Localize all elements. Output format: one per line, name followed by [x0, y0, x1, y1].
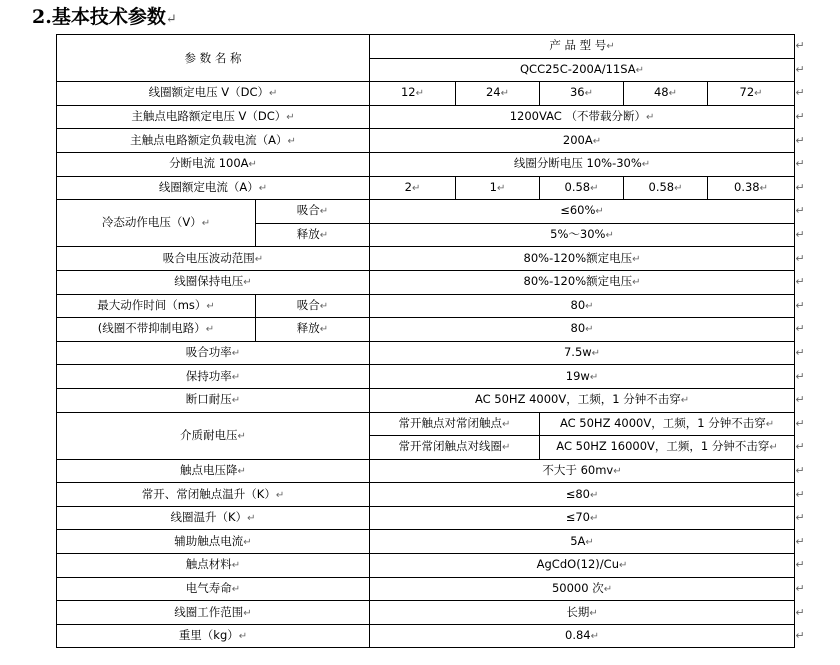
- table-row: [57, 318, 795, 342]
- row-label: 吸合电压波动范围↵: [57, 247, 370, 271]
- cell-value: AC 50HZ 4000V，工频，1 分钟不击穿↵: [540, 412, 795, 436]
- cell-value: 48↵: [624, 82, 708, 106]
- row-end-mark: ↵: [795, 511, 805, 525]
- row-label: 电气寿命↵: [57, 577, 370, 601]
- sub-label: 常开触点对常闭触点↵: [370, 412, 540, 436]
- row-label: 介质耐电压↵: [57, 412, 370, 459]
- table-row: [57, 294, 795, 318]
- row-label: 断口耐压↵: [57, 388, 370, 412]
- table-row: [57, 129, 795, 153]
- sub-label: 释放↵: [256, 318, 370, 342]
- row-end-mark: ↵: [795, 393, 805, 407]
- cell-value: 72↵: [708, 82, 795, 106]
- table-row: [57, 105, 795, 129]
- row-label: 吸合功率↵: [57, 341, 370, 365]
- row-end-mark: ↵: [795, 204, 805, 218]
- cell-value: 0.84↵: [370, 624, 795, 648]
- sub-label: 常开常闭触点对线圈↵: [370, 436, 540, 460]
- model-header: 产 品 型 号↵: [370, 35, 795, 59]
- row-label: 冷态动作电压（V）↵: [57, 200, 256, 247]
- row-label: 线圈工作范围↵: [57, 601, 370, 625]
- cell-value: ≤60%↵: [370, 200, 795, 224]
- sub-label: 吸合↵: [256, 200, 370, 224]
- row-label: 触点电压降↵: [57, 459, 370, 483]
- cell-value: 80%-120%额定电压↵: [370, 247, 795, 271]
- sub-label: 吸合↵: [256, 294, 370, 318]
- spec-table: [56, 34, 795, 648]
- row-label: 保持功率↵: [57, 365, 370, 389]
- cell-value: 19w↵: [370, 365, 795, 389]
- cell-value: 线圈分断电压 10%-30%↵: [370, 152, 795, 176]
- table-row: [57, 388, 795, 412]
- cell-value: 长期↵: [370, 601, 795, 625]
- table-row: [57, 506, 795, 530]
- row-end-mark: ↵: [795, 180, 805, 194]
- cell-value: 36↵: [540, 82, 624, 106]
- row-end-mark: ↵: [795, 416, 805, 430]
- row-end-mark: ↵: [795, 440, 805, 454]
- row-label: (线圈不带抑制电路）↵: [57, 318, 256, 342]
- table-row: [57, 270, 795, 294]
- table-row: [57, 459, 795, 483]
- row-end-mark: ↵: [795, 558, 805, 572]
- row-label: 最大动作时间（ms）↵: [57, 294, 256, 318]
- table-row: [57, 247, 795, 271]
- table-row: [57, 554, 795, 578]
- row-label: 主触点电路额定负载电流（A）↵: [57, 129, 370, 153]
- cell-value: 2↵: [370, 176, 456, 200]
- param-name-header: 参 数 名 称: [57, 35, 370, 82]
- row-end-mark: ↵: [795, 463, 805, 477]
- cell-value: 1↵: [456, 176, 540, 200]
- table-row: [57, 577, 795, 601]
- table-row: [57, 200, 795, 224]
- table-row: [57, 82, 795, 106]
- row-label: 重里（kg）↵: [57, 624, 370, 648]
- cell-value: ≤70↵: [370, 506, 795, 530]
- row-end-mark: ↵: [795, 110, 805, 124]
- row-label: 线圈保持电压↵: [57, 270, 370, 294]
- row-end-mark: ↵: [795, 251, 805, 265]
- row-end-mark: ↵: [795, 298, 805, 312]
- row-end-mark: ↵: [795, 86, 805, 100]
- table-row: [57, 35, 795, 59]
- row-end-mark: ↵: [795, 346, 805, 360]
- row-end-mark: ↵: [795, 228, 805, 242]
- table-row: [57, 341, 795, 365]
- cell-value: 0.58↵: [624, 176, 708, 200]
- cell-value: 不大于 60mv↵: [370, 459, 795, 483]
- row-end-mark: ↵: [795, 369, 805, 383]
- row-end-mark: ↵: [795, 534, 805, 548]
- cell-value: 24↵: [456, 82, 540, 106]
- cell-value: 80↵: [370, 294, 795, 318]
- table-row: [57, 412, 795, 436]
- table-row: [57, 365, 795, 389]
- row-end-mark: ↵: [795, 62, 805, 76]
- row-end-mark: ↵: [795, 39, 805, 53]
- row-label: 辅助触点电流↵: [57, 530, 370, 554]
- cell-value: 12↵: [370, 82, 456, 106]
- row-end-mark: ↵: [795, 133, 805, 147]
- row-end-mark: ↵: [795, 629, 805, 643]
- row-label: 线圈温升（K）↵: [57, 506, 370, 530]
- cell-value: AgCdO(12)/Cu↵: [370, 554, 795, 578]
- cell-value: 5%～30%↵: [370, 223, 795, 247]
- row-label: 线圈额定电压 V（DC）↵: [57, 82, 370, 106]
- table-row: [57, 483, 795, 507]
- cell-value: 0.38↵: [708, 176, 795, 200]
- cell-value: 5A↵: [370, 530, 795, 554]
- cell-value: 50000 次↵: [370, 577, 795, 601]
- table-row: [57, 530, 795, 554]
- section-heading: 2.基本技术参数↵: [32, 6, 177, 28]
- table-row: [57, 152, 795, 176]
- cell-value: 200A↵: [370, 129, 795, 153]
- row-label: 线圈额定电流（A）↵: [57, 176, 370, 200]
- cell-value: AC 50HZ 16000V，工频，1 分钟不击穿↵: [540, 436, 795, 460]
- cell-value: 0.58↵: [540, 176, 624, 200]
- table-row: [57, 601, 795, 625]
- row-end-mark: ↵: [795, 157, 805, 171]
- cell-value: 80%-120%额定电压↵: [370, 270, 795, 294]
- cell-value: ≤80↵: [370, 483, 795, 507]
- row-end-mark: ↵: [795, 605, 805, 619]
- cell-value: 7.5w↵: [370, 341, 795, 365]
- row-end-mark: ↵: [795, 487, 805, 501]
- cell-value: 80↵: [370, 318, 795, 342]
- row-end-mark: ↵: [795, 275, 805, 289]
- cell-value: AC 50HZ 4000V，工频，1 分钟不击穿↵: [370, 388, 795, 412]
- row-label: 主触点电路额定电压 V（DC）↵: [57, 105, 370, 129]
- row-end-mark: ↵: [795, 581, 805, 595]
- row-label: 分断电流 100A↵: [57, 152, 370, 176]
- row-label: 触点材料↵: [57, 554, 370, 578]
- table-row: [57, 624, 795, 648]
- model-name: QCC25C-200A/11SA↵: [370, 58, 795, 82]
- row-end-mark: ↵: [795, 322, 805, 336]
- cell-value: 1200VAC （不带载分断）↵: [370, 105, 795, 129]
- row-label: 常开、常闭触点温升（K）↵: [57, 483, 370, 507]
- sub-label: 释放↵: [256, 223, 370, 247]
- table-row: [57, 176, 795, 200]
